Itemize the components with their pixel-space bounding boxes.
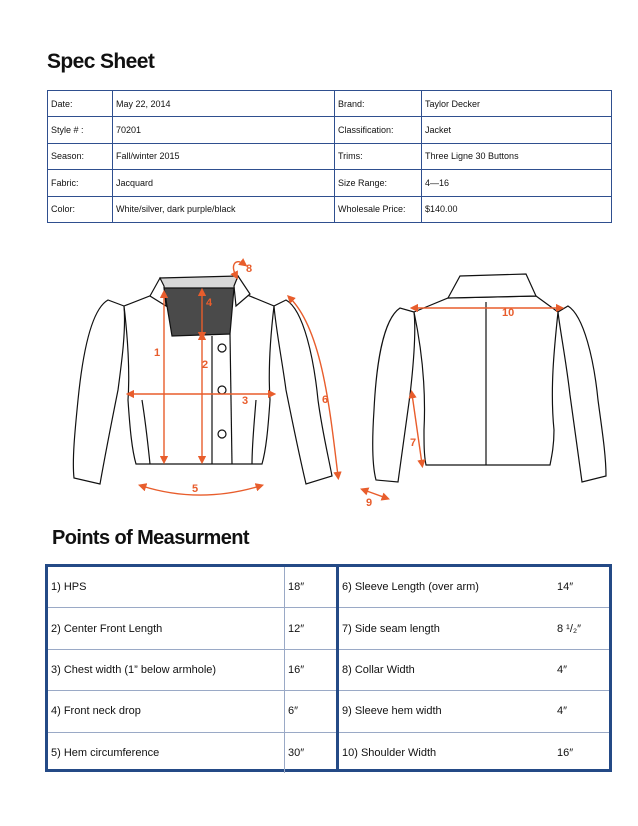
table-row xyxy=(339,649,609,690)
pom-value: 4″ xyxy=(554,649,609,690)
spec-value: 4—16 xyxy=(422,170,612,196)
spec-label: Classification: xyxy=(335,117,422,143)
pom-label: 7) Side seam length xyxy=(339,608,554,649)
pom-label: 1) HPS xyxy=(48,567,285,608)
spec-value: Jacket xyxy=(422,117,612,143)
spec-label: Fabric: xyxy=(48,170,113,196)
pom-value: 16″ xyxy=(557,746,574,759)
pom-right-column xyxy=(339,567,609,769)
spec-value: Taylor Decker xyxy=(422,91,612,117)
pom-value: 6″ xyxy=(285,691,337,732)
label-1: 1 xyxy=(154,347,161,359)
label-8: 8 xyxy=(246,263,253,275)
spec-value: Jacquard xyxy=(113,170,335,196)
spec-row xyxy=(48,117,612,143)
arrow-8 xyxy=(234,262,244,276)
pom-value: 18″ xyxy=(285,567,337,608)
spec-label: Style # : xyxy=(48,117,113,143)
table-row xyxy=(339,691,609,732)
spec-value: $140.00 xyxy=(422,196,612,222)
spec-label: Season: xyxy=(48,143,113,169)
spec-value: Three Ligne 30 Buttons xyxy=(422,143,612,169)
spec-table xyxy=(47,90,612,223)
spec-label: Brand: xyxy=(335,91,422,117)
spec-label: Size Range: xyxy=(335,170,422,196)
label-5: 5 xyxy=(192,483,199,495)
pom-value: 16″ xyxy=(285,649,337,690)
spec-row xyxy=(48,170,612,196)
table-row xyxy=(48,732,336,773)
spec-value: 70201 xyxy=(113,117,335,143)
pom-label: 5) Hem circumference xyxy=(51,746,160,759)
spec-row xyxy=(48,143,612,169)
spec-label: Wholesale Price: xyxy=(335,196,422,222)
pom-label: 6) Sleeve Length (over arm) xyxy=(339,567,554,608)
table-row xyxy=(48,691,336,732)
label-3: 3 xyxy=(242,395,249,407)
spec-label: Color: xyxy=(48,196,113,222)
label-10: 10 xyxy=(502,307,515,319)
spec-value: White/silver, dark purple/black xyxy=(113,196,335,222)
pom-label: 10) Shoulder Width xyxy=(342,746,437,759)
pom-label: 3) Chest width (1” below armhole) xyxy=(48,649,285,690)
jacket-back-view xyxy=(373,274,606,482)
pom-label: 4) Front neck drop xyxy=(48,691,285,732)
label-4: 4 xyxy=(206,297,213,309)
label-9: 9 xyxy=(366,497,373,509)
spec-value: Fall/winter 2015 xyxy=(113,143,335,169)
pom-value: 30″ xyxy=(285,732,337,773)
pom-title: Points of Measurment xyxy=(52,527,249,549)
table-row xyxy=(339,732,609,773)
table-row xyxy=(339,567,609,608)
pom-label: 8) Collar Width xyxy=(339,649,554,690)
label-7: 7 xyxy=(410,437,417,449)
label-2: 2 xyxy=(202,359,209,371)
pom-table xyxy=(45,564,612,772)
arrow-7 xyxy=(412,394,422,464)
pom-value: 12″ xyxy=(285,608,337,649)
pom-value: 8 ¹/₂″ xyxy=(554,608,609,649)
spec-row xyxy=(48,91,612,117)
table-row xyxy=(339,608,609,649)
spec-row xyxy=(48,196,612,222)
spec-label: Date: xyxy=(48,91,113,117)
pom-label: 9) Sleeve hem width xyxy=(339,691,554,732)
table-row xyxy=(48,608,336,649)
spec-value: May 22, 2014 xyxy=(113,91,335,117)
pom-label: 2) Center Front Length xyxy=(48,608,285,649)
pom-value: 14″ xyxy=(554,567,609,608)
pom-value: 4″ xyxy=(554,691,609,732)
jacket-technical-sketch xyxy=(60,250,620,515)
page-title: Spec Sheet xyxy=(47,50,155,73)
label-6: 6 xyxy=(322,394,329,406)
table-row xyxy=(48,649,336,690)
table-row xyxy=(48,567,336,608)
pom-left-column xyxy=(48,567,336,769)
arrow-5 xyxy=(142,486,260,495)
spec-label: Trims: xyxy=(335,143,422,169)
